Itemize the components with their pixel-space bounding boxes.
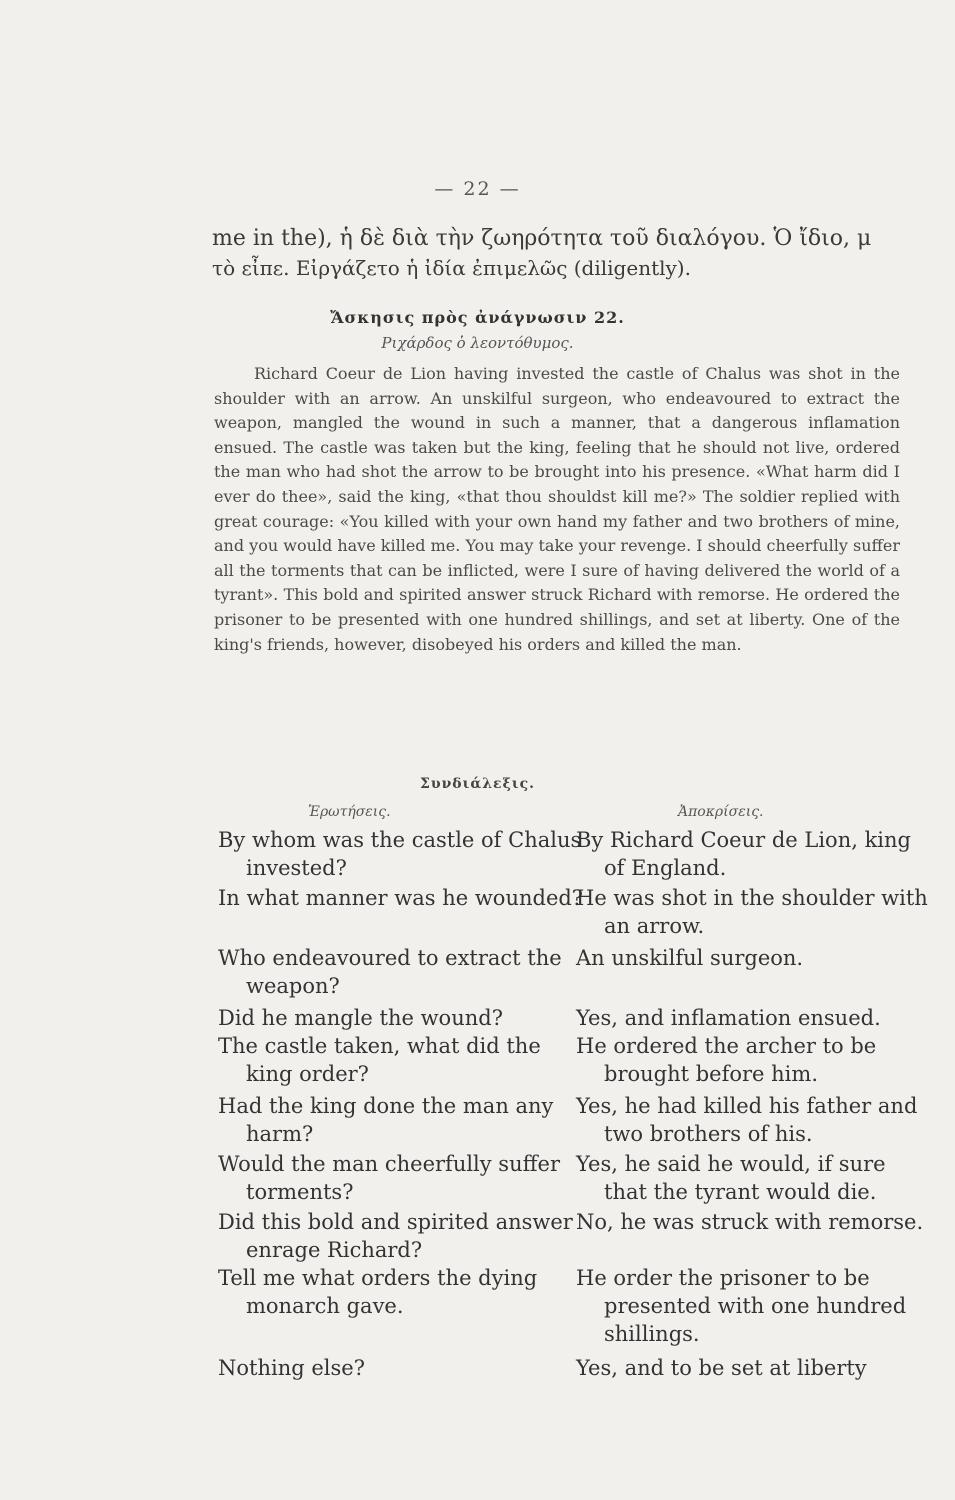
continued-line-1: me in the), ἡ δὲ διὰ τὴν ζωηρότητα τοῦ διαλόγου. Ὁ ἴδιο, μ [212,226,872,251]
answer-9: He order the prisoner to be presented with one hundred shillings. [576,1266,907,1346]
question-1: By whom was the castle of Chalus invested? [218,828,582,880]
question-8: Did this bold and spirited answer enrage Richard? [218,1210,573,1262]
answers-heading: Ἀποκρίσεις. [678,804,764,820]
answer-3: An unskilful surgeon. [576,946,804,970]
exercise-paragraph: Richard Coeur de Lion having invested the castle of Chalus was shot in the shoulder with an arrow. An unskilful surgeon, who endeavoured to extract the weapon, mangled the wound in such a manner, that a dangerous inflamation ensued. The castle was taken but the king, feeling that he should not live, ordered the man who had shot the arrow to be brought into his presence. «What harm did I ever do thee», said the king, «that thou shouldst kill me?» The soldier replied with great courage: «You killed with your own hand my father and two brothers of mine, and you would have killed me. You may take your revenge. I should cheerfully suffer all the torments that can be inflicted, were I sure of having delivered the world of a tyrant». This bold and spirited answer struck Richard with remorse. He ordered the prisoner to be presented with one hundred shillings, and set at liberty. One of the king's friends, however, disobeyed his orders and killed the man. [214,364,900,654]
exercise-title: Ἄσκησις πρὸς ἀνάγνωσιν 22. [330,308,625,327]
answer-8: No, he was struck with remorse. [576,1210,924,1234]
dialogue-title: Συνδιάλεξις. [419,776,535,792]
page-number: — 22 — [434,178,521,200]
answer-6: Yes, he had killed his father and two brothers of his. [576,1094,918,1146]
answer-2: He was shot in the shoulder with an arrow. [576,886,928,938]
answer-1: By Richard Coeur de Lion, king of England. [576,828,911,880]
answer-4: Yes, and inflamation ensued. [576,1006,881,1030]
question-3: Who endeavoured to extract the weapon? [218,946,562,998]
question-6: Had the king done the man any harm? [218,1094,554,1146]
question-7: Would the man cheerfully suffer torments? [218,1152,560,1204]
questions-heading: Ἐρωτήσεις. [308,804,391,820]
continued-line-2: τὸ εἶπε. Εἰργάζετο ἡ ἰδία ἐπιμελῶς (diligently). [212,256,691,280]
question-2: In what manner was he wounded? [218,886,584,910]
question-5: The castle taken, what did the king order? [218,1034,541,1086]
question-4: Did he mangle the wound? [218,1006,503,1030]
answer-10: Yes, and to be set at liberty [576,1356,867,1380]
answer-5: He ordered the archer to be brought before him. [576,1034,877,1086]
answer-7: Yes, he said he would, if sure that the tyrant would die. [576,1152,886,1204]
question-9: Tell me what orders the dying monarch gave. [218,1266,538,1318]
question-10: Nothing else? [218,1356,365,1380]
exercise-subtitle: Ριχάρδος ὁ λεοντόθυμος. [381,334,574,352]
